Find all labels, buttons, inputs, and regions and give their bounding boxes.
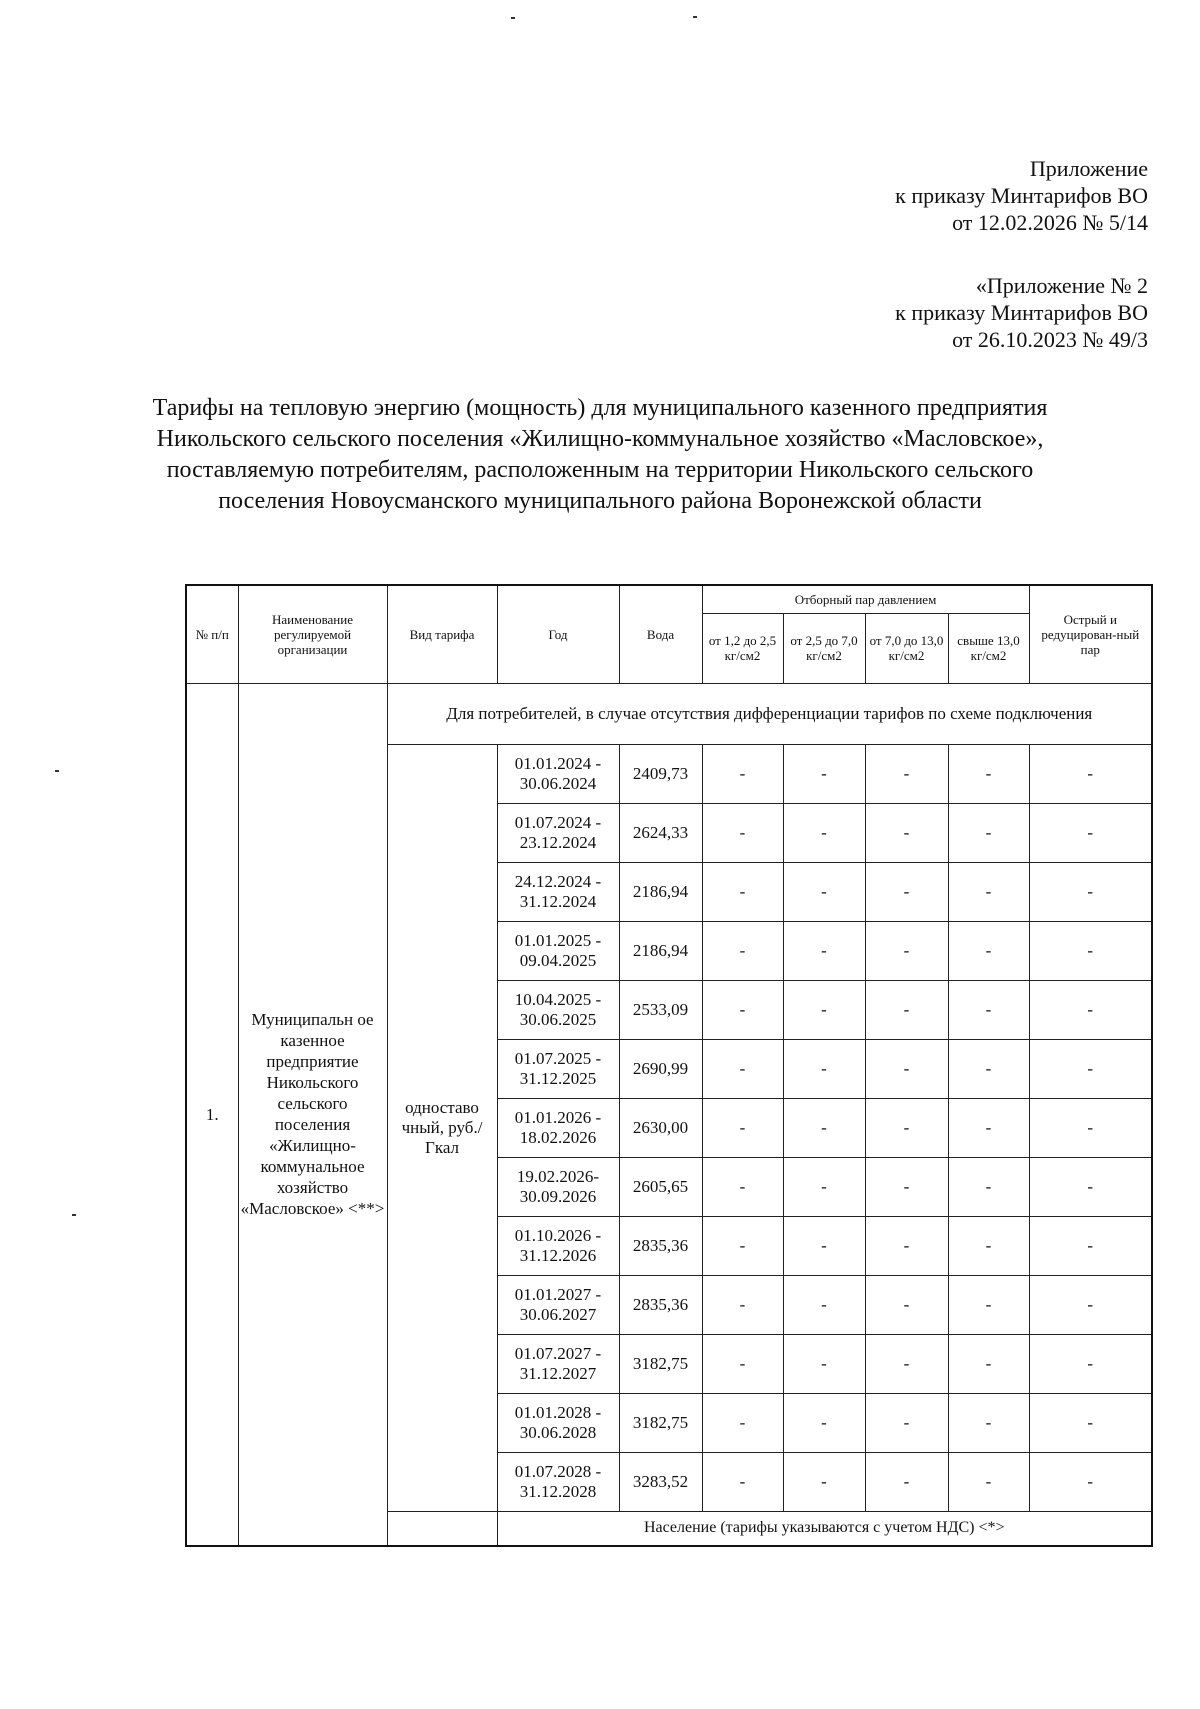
empty-value-cell: - <box>702 1452 783 1511</box>
empty-value-cell: - <box>1029 980 1152 1039</box>
empty-value-cell: - <box>1029 1452 1152 1511</box>
empty-value-cell: - <box>865 921 948 980</box>
empty-value-cell: - <box>865 803 948 862</box>
previous-appendix-header <box>895 272 1148 353</box>
period-cell: 01.01.2027 - 30.06.2027 <box>497 1275 619 1334</box>
empty-value-cell: - <box>702 980 783 1039</box>
water-value-cell: 2533,09 <box>619 980 702 1039</box>
empty-value-cell: - <box>702 744 783 803</box>
period-cell: 01.01.2028 - 30.06.2028 <box>497 1393 619 1452</box>
appendix-line: к приказу Минтарифов ВО <box>895 183 1148 208</box>
empty-value-cell: - <box>1029 1039 1152 1098</box>
empty-value-cell: - <box>865 1275 948 1334</box>
empty-value-cell: - <box>1029 1275 1152 1334</box>
empty-value-cell: - <box>948 1157 1029 1216</box>
empty-value-cell: - <box>1029 1334 1152 1393</box>
empty-value-cell: - <box>702 1275 783 1334</box>
water-value-cell: 2409,73 <box>619 744 702 803</box>
period-cell: 01.01.2026 - 18.02.2026 <box>497 1098 619 1157</box>
empty-value-cell: - <box>783 1157 865 1216</box>
period-cell: 01.01.2025 - 09.04.2025 <box>497 921 619 980</box>
empty-value-cell: - <box>1029 1393 1152 1452</box>
water-value-cell: 2186,94 <box>619 921 702 980</box>
header-steam-group: Отборный пар давлением <box>702 585 1029 613</box>
empty-value-cell: - <box>1029 744 1152 803</box>
empty-value-cell: - <box>1029 921 1152 980</box>
period-cell: 24.12.2024 - 31.12.2024 <box>497 862 619 921</box>
water-value-cell: 3182,75 <box>619 1334 702 1393</box>
empty-value-cell: - <box>948 1334 1029 1393</box>
water-value-cell: 3283,52 <box>619 1452 702 1511</box>
population-section-title: Население (тарифы указываются с учетом НДС) <*> <box>497 1511 1152 1546</box>
appendix-line: от 26.10.2023 № 49/3 <box>952 327 1148 352</box>
empty-value-cell: - <box>865 1452 948 1511</box>
empty-value-cell: - <box>1029 1216 1152 1275</box>
header-steam-2: от 2,5 до 7,0 кг/см2 <box>783 613 865 683</box>
empty-value-cell: - <box>865 1157 948 1216</box>
header-steam-4: свыше 13,0 кг/см2 <box>948 613 1029 683</box>
empty-value-cell: - <box>948 862 1029 921</box>
period-cell: 01.07.2027 - 31.12.2027 <box>497 1334 619 1393</box>
empty-value-cell: - <box>783 803 865 862</box>
header-num: № п/п <box>186 585 238 683</box>
water-value-cell: 3182,75 <box>619 1393 702 1452</box>
water-value-cell: 2605,65 <box>619 1157 702 1216</box>
appendix-line: от 12.02.2026 № 5/14 <box>952 210 1148 235</box>
scan-speck <box>55 770 59 772</box>
empty-value-cell: - <box>783 1275 865 1334</box>
tariff-table <box>185 584 1153 1547</box>
scan-speck <box>693 16 697 18</box>
empty-value-cell: - <box>865 1039 948 1098</box>
section-title: Для потребителей, в случае отсутствия дифференциации тарифов по схеме подключения <box>387 683 1152 744</box>
tariff-type-value: одноставо чный, руб./Гкал <box>387 744 497 1511</box>
header-tariff-type: Вид тарифа <box>387 585 497 683</box>
period-cell: 01.07.2028 - 31.12.2028 <box>497 1452 619 1511</box>
empty-value-cell: - <box>865 1393 948 1452</box>
empty-value-cell: - <box>783 1098 865 1157</box>
empty-value-cell: - <box>783 980 865 1039</box>
period-cell: 01.07.2024 - 23.12.2024 <box>497 803 619 862</box>
appendix-line: Приложение <box>1029 156 1148 181</box>
header-organization: Наименование регулируемой организации <box>238 585 387 683</box>
water-value-cell: 2186,94 <box>619 862 702 921</box>
scan-speck <box>72 1214 76 1216</box>
appendix-line: «Приложение № 2 <box>975 273 1148 298</box>
header-steam-1: от 1,2 до 2,5 кг/см2 <box>702 613 783 683</box>
empty-value-cell: - <box>865 1334 948 1393</box>
empty-value-cell: - <box>783 862 865 921</box>
header-steam-3: от 7,0 до 13,0 кг/см2 <box>865 613 948 683</box>
empty-value-cell: - <box>783 1334 865 1393</box>
empty-value-cell: - <box>783 744 865 803</box>
blank-cell <box>387 1511 497 1546</box>
empty-value-cell: - <box>948 1216 1029 1275</box>
water-value-cell: 2690,99 <box>619 1039 702 1098</box>
empty-value-cell: - <box>865 1216 948 1275</box>
empty-value-cell: - <box>948 1275 1029 1334</box>
period-cell: 01.01.2024 - 30.06.2024 <box>497 744 619 803</box>
water-value-cell: 2624,33 <box>619 803 702 862</box>
empty-value-cell: - <box>783 1452 865 1511</box>
period-cell: 19.02.2026- 30.09.2026 <box>497 1157 619 1216</box>
document-title: Тарифы на тепловую энергию (мощность) для муниципального казенного предприятия Никольского сельского поселения «Жилищно-коммунальное хозяйство «Масловское», поставляемую потребителям, расположенным на территории Никольского сельского поселения Новоусманского муниципального района Воронежской области <box>152 395 1048 514</box>
empty-value-cell: - <box>702 862 783 921</box>
empty-value-cell: - <box>1029 803 1152 862</box>
water-value-cell: 2630,00 <box>619 1098 702 1157</box>
empty-value-cell: - <box>948 803 1029 862</box>
empty-value-cell: - <box>948 1098 1029 1157</box>
empty-value-cell: - <box>783 1216 865 1275</box>
period-cell: 10.04.2025 - 30.06.2025 <box>497 980 619 1039</box>
empty-value-cell: - <box>865 862 948 921</box>
empty-value-cell: - <box>948 1039 1029 1098</box>
empty-value-cell: - <box>948 1393 1029 1452</box>
empty-value-cell: - <box>1029 862 1152 921</box>
empty-value-cell: - <box>865 1098 948 1157</box>
header-year: Год <box>497 585 619 683</box>
empty-value-cell: - <box>1029 1098 1152 1157</box>
empty-value-cell: - <box>702 921 783 980</box>
header-sharp-steam: Острый и редуцирован-ный пар <box>1029 585 1152 683</box>
empty-value-cell: - <box>1029 1157 1152 1216</box>
water-value-cell: 2835,36 <box>619 1216 702 1275</box>
scan-speck <box>511 17 515 19</box>
row-number: 1. <box>186 683 238 1546</box>
period-cell: 01.07.2025 - 31.12.2025 <box>497 1039 619 1098</box>
empty-value-cell: - <box>948 744 1029 803</box>
empty-value-cell: - <box>948 980 1029 1039</box>
appendix-line: к приказу Минтарифов ВО <box>895 300 1148 325</box>
empty-value-cell: - <box>702 1039 783 1098</box>
header-water: Вода <box>619 585 702 683</box>
empty-value-cell: - <box>948 1452 1029 1511</box>
empty-value-cell: - <box>783 1039 865 1098</box>
empty-value-cell: - <box>702 803 783 862</box>
empty-value-cell: - <box>702 1216 783 1275</box>
empty-value-cell: - <box>702 1334 783 1393</box>
empty-value-cell: - <box>702 1393 783 1452</box>
organization-name: Муниципальн ое казенное предприятие Никольского сельского поселения «Жилищно-коммунальное хозяйство «Масловское» <**> <box>238 683 387 1546</box>
water-value-cell: 2835,36 <box>619 1275 702 1334</box>
empty-value-cell: - <box>865 980 948 1039</box>
period-cell: 01.10.2026 - 31.12.2026 <box>497 1216 619 1275</box>
empty-value-cell: - <box>783 1393 865 1452</box>
empty-value-cell: - <box>783 921 865 980</box>
empty-value-cell: - <box>702 1157 783 1216</box>
empty-value-cell: - <box>948 921 1029 980</box>
empty-value-cell: - <box>702 1098 783 1157</box>
appendix-header <box>895 155 1148 236</box>
empty-value-cell: - <box>865 744 948 803</box>
